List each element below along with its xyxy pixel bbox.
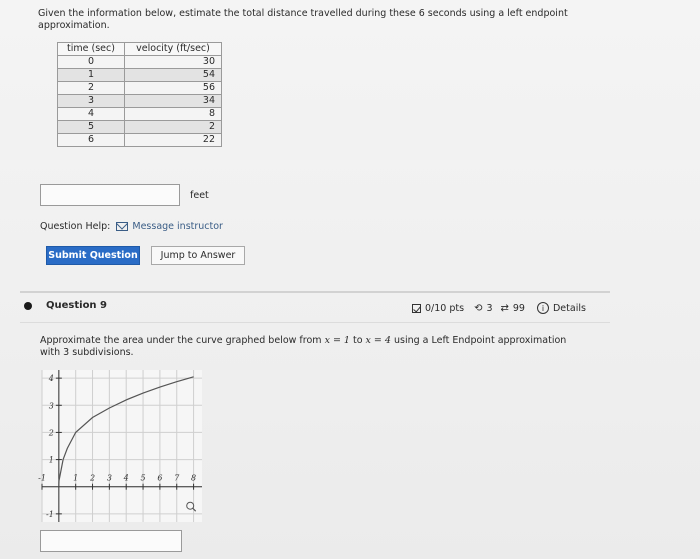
table-row: 0 30	[58, 56, 222, 69]
submit-question-button[interactable]: Submit Question	[46, 246, 140, 265]
x-tick-label: 4	[123, 473, 129, 483]
divider	[20, 322, 610, 323]
question-title: Question 9	[46, 300, 107, 311]
col-header-velocity: velocity (ft/sec)	[125, 43, 222, 56]
question-help-label: Question Help:	[40, 221, 111, 232]
info-icon[interactable]: i	[537, 302, 549, 314]
retry-icon: ⇄	[500, 302, 509, 314]
x-tick-label: 6	[157, 473, 163, 483]
y-tick-label: 3	[48, 401, 54, 411]
edit-icon	[412, 304, 421, 313]
question-meta	[412, 302, 586, 314]
mail-icon	[116, 222, 128, 231]
jump-to-answer-button[interactable]: Jump to Answer	[151, 246, 245, 265]
function-graph	[40, 366, 210, 526]
x-tick-label: 5	[140, 473, 146, 483]
y-tick-label: 4	[48, 374, 54, 384]
table-row: 5 2	[58, 121, 222, 134]
undo-icon: ⟲	[474, 302, 483, 314]
question-9-header	[24, 300, 107, 311]
plot-area	[42, 370, 202, 522]
table-row: 3 34	[58, 95, 222, 108]
bullet-icon	[24, 302, 32, 310]
attempts-count: 99	[512, 302, 525, 314]
table-header-row	[58, 43, 222, 56]
area-answer-input[interactable]	[40, 530, 182, 552]
y-tick-label: 2	[48, 428, 54, 438]
table-row: 2 56	[58, 82, 222, 95]
question-prompt: Given the information below, estimate the total distance travelled during these 6 seconds using a left endpoint approximation.	[38, 8, 568, 31]
x-tick-label: 1	[73, 473, 79, 483]
y-tick-label: -1	[46, 509, 54, 519]
table-row: 4 8	[58, 108, 222, 121]
table-row: 1 54	[58, 69, 222, 82]
x-tick-label: 8	[191, 473, 197, 483]
velocity-table	[57, 42, 222, 147]
y-tick-label: 1	[48, 455, 54, 465]
x-tick-label: 2	[89, 473, 96, 483]
x-tick-label: 3	[106, 473, 112, 483]
col-header-time: time (sec)	[58, 43, 125, 56]
x-tick-label: 7	[174, 473, 180, 483]
distance-answer-input[interactable]	[40, 184, 180, 206]
question-help	[40, 221, 223, 232]
points-label: 0/10 pts	[425, 302, 465, 314]
x-to: x = 4	[365, 335, 391, 346]
question-9-prompt: Approximate the area under the curve graphed below from x = 1 to x = 4 using a Left Endpoint approximation with 3 subdivisions.	[40, 335, 567, 358]
table-row: 6 22	[58, 134, 222, 147]
unit-label: feet	[190, 190, 209, 201]
message-instructor-label: Message instructor	[132, 221, 223, 232]
divider	[20, 291, 610, 293]
message-instructor-link[interactable]	[116, 221, 223, 232]
x-from: x = 1	[324, 335, 350, 346]
x-tick-label: -1	[38, 473, 46, 483]
details-link[interactable]: Details	[552, 302, 586, 314]
retries-count: 3	[486, 302, 493, 314]
